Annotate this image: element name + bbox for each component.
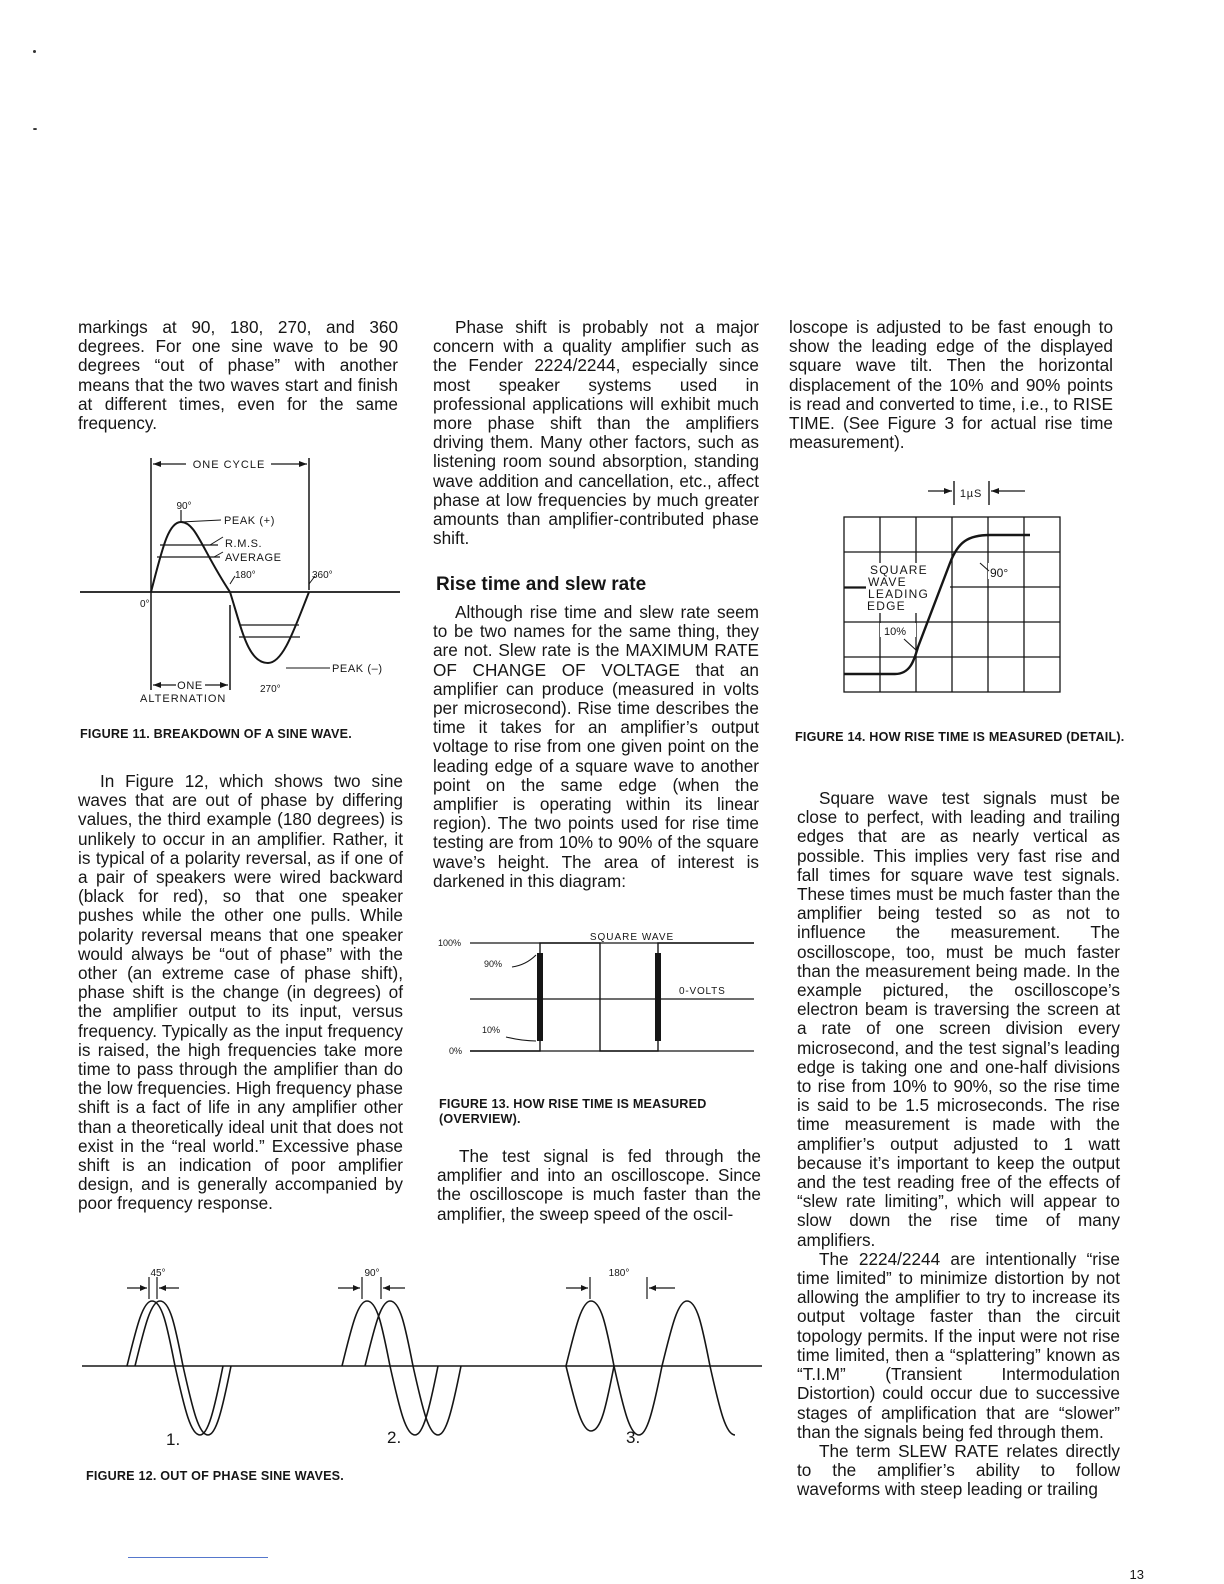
deg90-label: 90°	[990, 566, 1009, 580]
deg90-label: 90°	[364, 1268, 380, 1279]
p0-label: 0%	[449, 1046, 463, 1056]
scan-mark	[33, 128, 37, 130]
figure-11-diagram	[80, 440, 400, 705]
wave-group-1	[127, 1268, 231, 1435]
col2-paragraph-2: Although rise time and slew rate seem to be two names for the same thing, they are not. Slew rate is the MAXIMUM RATE OF CHANGE OF VOLTAGE that an amplifier can produce (measured in volts per microsecond). Rise time describes the time it takes for an amplifier’s output voltage to rise from one given point on the leading edge of a square wave to another point on the same edge (when the amplifier is operating within its linear region). The two points used for rise time testing are from 10% to 90% of the square wave’s height. The area of interest is darkened in this diagram:	[433, 602, 759, 891]
col2-paragraph-1: Phase shift is probably not a major concern with a quality amplifier such as the Fender 2224/2244, especially since most speaker systems used in professional applications will exhibit much more phase shift than the amplifiers driving them. Many other factors, such as listening room sound absorption, standing wave addition and cancellation, etc., affect phase at low frequencies by much greater amounts than amplifier-contributed phase shift.	[433, 317, 759, 549]
page-number: 13	[1129, 1567, 1144, 1582]
one-label: ONE	[177, 680, 203, 692]
column-2	[433, 318, 759, 548]
col1-paragraph-2: In Figure 12, which shows two sine waves that are out of phase by differing values, the third example (180 degrees) is unlikely to occur in an amplifier. Rather, it is typical of a polarity reversal, as if one of a pair of speakers were wired backward (black for red), so that one speaker pushes while the other one pulls. While polarity reversal means that one speaker would always be “out of phase” with the other (an extreme case of phase shift), phase shift is the change (in degrees) of the amplifier output to its input, versus frequency. Typically as the input frequency is raised, the high frequencies take more time to pass through the amplifier than do the low frequencies. High frequency phase shift is a fact of life in any amplifier other than a theoretically ideal unit that does not exist in the “real world.” Excessive phase shift is an indication of poor amplifier design, and is generally accompanied by poor frequency response.	[78, 771, 403, 1214]
deg360-label: 360°	[312, 570, 333, 581]
col2-paragraph-3: The test signal is fed through the amplifier and into an oscilloscope. Since the oscilloscope is much faster than the amplifier, the sweep speed of the oscil-	[437, 1146, 761, 1224]
leading-label: LEADING	[868, 587, 930, 601]
deg270-label: 270°	[260, 684, 281, 695]
average-label: AVERAGE	[225, 552, 282, 564]
figure-12-caption: FIGURE 12. OUT OF PHASE SINE WAVES.	[86, 1469, 344, 1483]
bottom-rule	[128, 1557, 268, 1558]
column-2-section	[433, 603, 759, 891]
col1-paragraph-1: markings at 90, 180, 270, and 360 degrees. For one sine wave to be 90 degrees “out of phase” with another means that the two waves start and finish at different times, even for the same frequency.	[78, 317, 398, 434]
figure-11-caption: FIGURE 11. BREAKDOWN OF A SINE WAVE.	[80, 727, 352, 741]
column-1-lower	[78, 772, 403, 1214]
example-2-number: 2.	[387, 1428, 402, 1447]
deg180-label: 180°	[235, 570, 256, 581]
col3-paragraph-3: The 2224/2244 are intentionally “rise time limited” to minimize distortion by not allowing the amplifier to try to increase its output voltage faster than the circuit topology permits. If the input were not rise time limited, then a “splattering” known as “T.I.M” (Transient Intermodulation Distortion) could occur due to successive stages of amplification that are “slower” than the signals being fed through them.	[797, 1248, 1120, 1442]
figure-14-caption: FIGURE 14. HOW RISE TIME IS MEASURED (DETAIL).	[795, 730, 1125, 744]
rms-label: R.M.S.	[225, 538, 263, 550]
square-label: SQUARE	[870, 563, 928, 577]
column-2-lower	[437, 1147, 761, 1224]
figure-12-diagram	[82, 1255, 772, 1455]
col3-paragraph-2: Square wave test signals must be close to perfect, with leading and trailing edges that are as nearly vertical as possible. This implies very fast rise and fall times for square wave test signals. These times must be much faster than the amplifier being tested so as not to influence the measurement. The oscilloscope, too, must be much faster than the measurement being made. In the example pictured, the oscilloscope’s electron beam is traversing the screen at a rate of one screen division every microsecond, and the test signal’s leading edge is taking one and one-half divisions to rise from 10% to 90%, so the rise time is said to be 1.5 microseconds. The rise time measurement is made with the amplifier’s output adjusted to 1 watt because it’s important to keep the output and the test reading free of the effects of “slew rate limiting”, which will appear to slow down the rise time of many amplifiers.	[797, 788, 1120, 1250]
deg90-label: 90°	[176, 501, 192, 512]
wave-group-2	[338, 1268, 461, 1435]
deg0-label: 0°	[140, 599, 150, 610]
figure-13-caption: FIGURE 13. HOW RISE TIME IS MEASURED (OVERVIEW).	[439, 1097, 707, 1126]
p90-label: 90%	[484, 959, 503, 969]
one-us-label: 1µS	[959, 488, 983, 500]
col3-paragraph-1: loscope is adjusted to be fast enough to show the leading edge of the displayed square wave tilt. Then the horizontal displacement of the 10% and 90% points is read and converted to time, i.e., to RISE TIME. (See Figure 3 for actual rise time measurement).	[789, 317, 1113, 453]
deg180-label: 180°	[608, 1268, 630, 1279]
col3-paragraph-4: The term SLEW RATE relates directly to the amplifier’s ability to follow waveforms with steep leading or trailing	[797, 1440, 1120, 1500]
column-3	[789, 318, 1113, 452]
figure-14-diagram	[840, 475, 1070, 705]
wave-label: WAVE	[868, 575, 907, 589]
alternation-label: ALTERNATION	[140, 693, 227, 705]
p10-label: 10%	[482, 1025, 501, 1035]
p10-label: 10%	[884, 626, 907, 638]
section-heading: Rise time and slew rate	[436, 574, 647, 595]
square-wave-title: SQUARE WAVE	[589, 932, 675, 943]
zero-volts-label: 0-VOLTS	[679, 986, 726, 997]
example-1-number: 1.	[166, 1430, 181, 1449]
example-3-number: 3.	[626, 1428, 641, 1447]
scan-mark	[33, 50, 36, 53]
deg45-label: 45°	[150, 1268, 166, 1279]
column-3-lower	[797, 789, 1120, 1500]
column-1	[78, 318, 398, 433]
edge-label: EDGE	[867, 599, 906, 613]
p100-label: 100%	[438, 938, 462, 948]
peak-neg-label: PEAK (–)	[332, 663, 383, 675]
figure-13-diagram	[436, 925, 766, 1055]
wave-group-3	[566, 1268, 735, 1435]
peak-pos-label: PEAK (+)	[224, 515, 275, 527]
one-cycle-label: ONE CYCLE	[192, 459, 266, 471]
